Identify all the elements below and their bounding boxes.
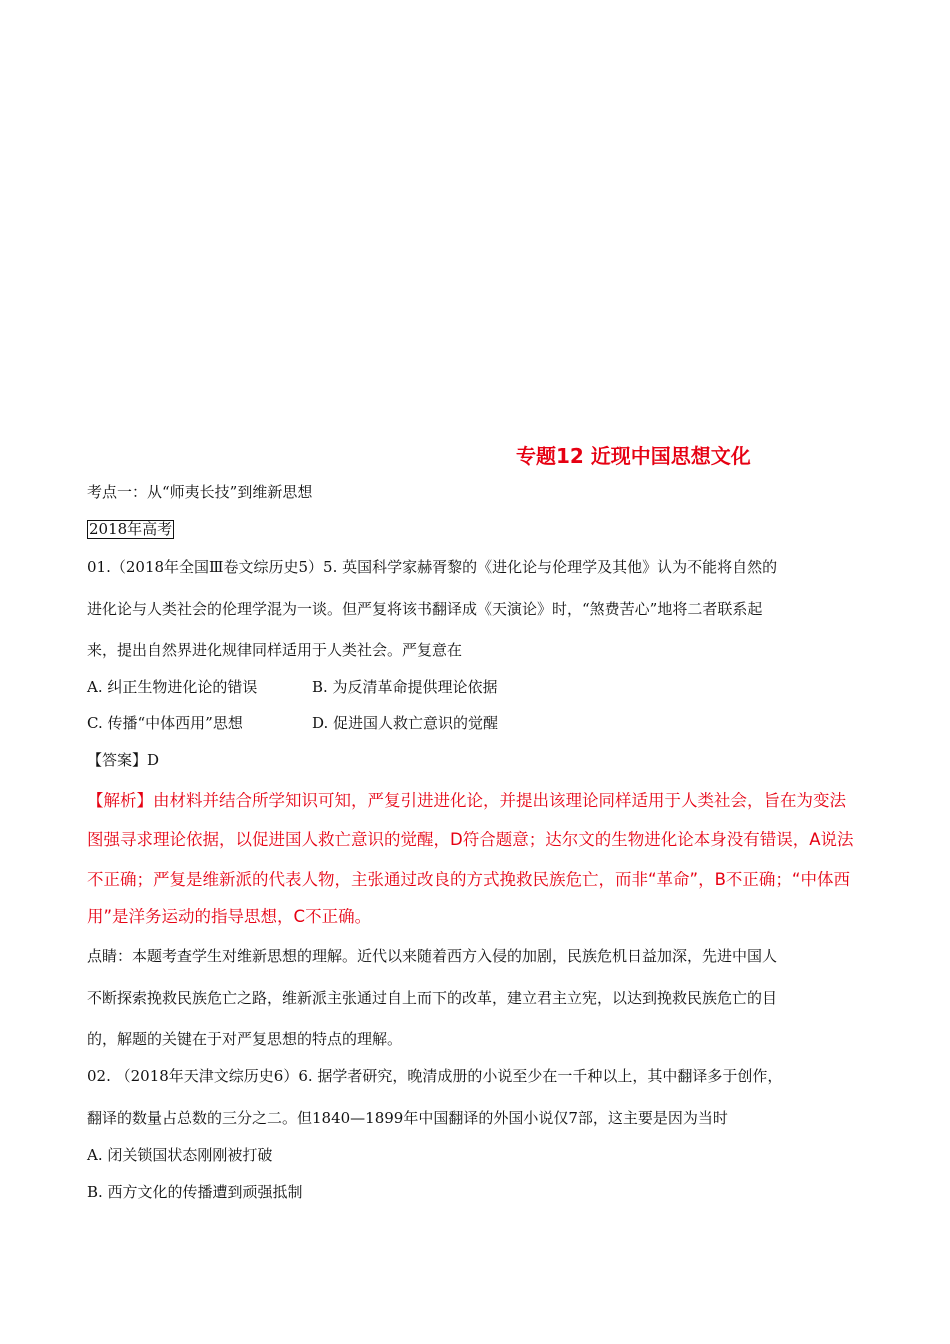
q2-line-2: 翻译的数量占总数的三分之二。但1840—1899年中国翻译的外国小说仅7部，这主要是因为当时 <box>87 1109 728 1127</box>
q2-option-b: B. 西方文化的传播遭到顽强抵制 <box>87 1183 303 1201</box>
q1-line-1: 01.（2018年全国Ⅲ卷文综历史5）5. 英国科学家赫胥黎的《进化论与伦理学及其他》认为不能将自然的 <box>87 558 778 576</box>
q1-answer: 【答案】D <box>87 751 160 769</box>
q1-analysis-line-3: 不正确；严复是维新派的代表人物，主张通过改良的方式挽救民族危亡，而非“革命”，B不正确；“中体西 <box>87 870 850 889</box>
q1-analysis-line-2: 图强寻求理论依据，以促进国人救亡意识的觉醒，D符合题意；达尔文的生物进化论本身没有错误，A说法 <box>87 830 854 849</box>
q2-line-1: 02. （2018年天津文综历史6）6. 据学者研究，晚清成册的小说至少在一千种以上，其中翻译多于创作， <box>87 1067 783 1085</box>
q1-line-3: 来，提出自然界进化规律同样适用于人类社会。严复意在 <box>87 641 463 659</box>
exam-tag-container <box>87 519 174 539</box>
q1-analysis-line-4: 用”是洋务运动的指导思想，C不正确。 <box>87 907 372 926</box>
section-heading: 考点一：从“师夷长技”到维新思想 <box>87 483 313 501</box>
q1-analysis-line-1: 【解析】由材料并结合所学知识可知，严复引进进化论，并提出该理论同样适用于人类社会，旨在为变法 <box>87 791 846 810</box>
q1-option-a: A. 纠正生物进化论的错误 <box>87 678 258 696</box>
q1-option-d: D. 促进国人救亡意识的觉醒 <box>312 714 499 732</box>
q1-comment-line-1: 点睛：本题考查学生对维新思想的理解。近代以来随着西方入侵的加剧，民族危机日益加深，先进中国人 <box>87 947 778 965</box>
q1-option-b: B. 为反清革命提供理论依据 <box>312 678 498 696</box>
exam-tag: 2018年高考 <box>89 520 173 538</box>
q1-line-2: 进化论与人类社会的伦理学混为一谈。但严复将该书翻译成《天演论》时，“煞费苦心”地将二者联系起 <box>87 600 763 618</box>
document-title: 专题12 近现中国思想文化 <box>516 444 751 468</box>
q2-option-a: A. 闭关锁国状态刚刚被打破 <box>87 1146 273 1164</box>
q1-comment-line-2: 不断探索挽救民族危亡之路，维新派主张通过自上而下的改革，建立君主立宪，以达到挽救民族危亡的目 <box>87 989 778 1007</box>
q1-option-c: C. 传播“中体西用”思想 <box>87 714 243 732</box>
q1-comment-line-3: 的，解题的关键在于对严复思想的特点的理解。 <box>87 1030 403 1048</box>
